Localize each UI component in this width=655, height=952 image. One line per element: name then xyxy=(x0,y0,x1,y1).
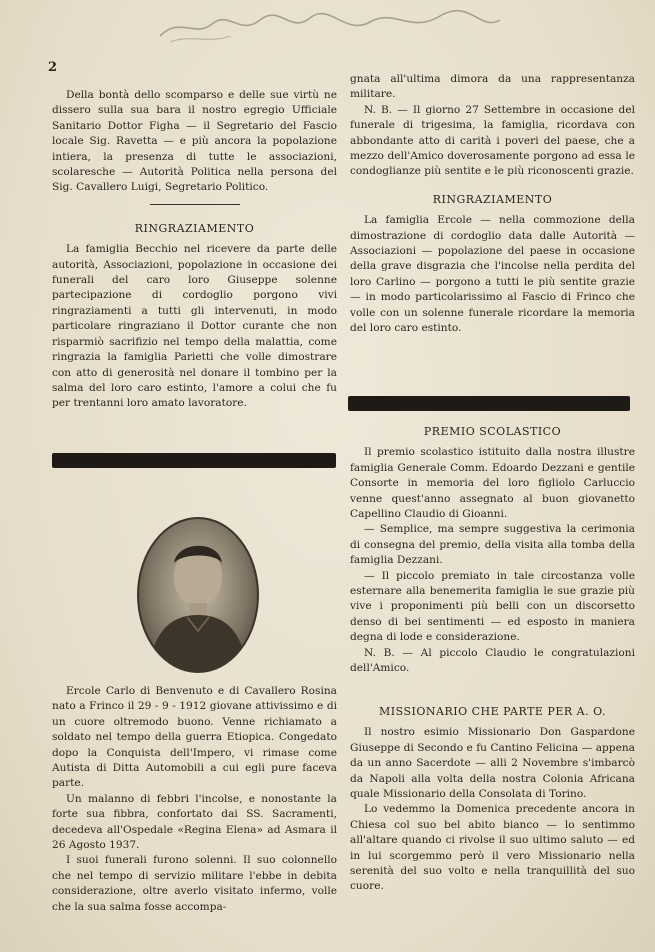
missionario-paragraph: Lo vedemmo la Domenica precedente ancora in Chiesa col suo bel abito bianco — lo sentimmo all'altare quando ci rivolse il suo ultimo saluto — ed in lui scorgemmo però il vero Missionario nella serenità del suo volto e nella tranquillità del suo cuore. xyxy=(350,803,635,893)
ringraziamento-ercole-text: La famiglia Ercole — nella commozione della dimostrazione di cordoglio data dalle Autorità — Associazioni — popolazione del paese in occasione della grave disgrazia che l'incolse nella perdita del loro Carlino — porgono a tutti le più sentite grazie — in modo particolarissimo al Fascio di Frinco che volle con un solenne funerale ricordare la memoria del loro caro estinto. xyxy=(350,214,635,335)
premio-paragraph: Il premio scolastico istituito dalla nostra illustre famiglia Generale Comm. Edoardo Dezzani e gentile Consorte in memoria del loro figliolo Carluccio venne quest'anno assegnato al buon giovanetto Capellino Claudio di Gioanni. xyxy=(350,446,635,521)
black-divider-bar xyxy=(52,453,336,468)
black-divider-bar xyxy=(348,396,630,411)
premio-scolastico-block xyxy=(350,424,635,677)
obituary-continuation: gnata all'ultima dimora da una rappresentanza militare. xyxy=(350,73,635,101)
note-trigesima: N. B. — Il giorno 27 Settembre in occasione del funerale di trigesima, la famiglia, ricordava con abbondante atto di carità i poveri del paese, che a mezzo dell'Amico doverosamente porgono ad essa le condoglianze più sentite e le più riconoscenti grazie. xyxy=(350,103,635,178)
missionario-paragraph: Il nostro esimio Missionario Don Gaspardone Giuseppe di Secondo e fu Cantino Felicina — appena da un anno Sacerdote — alli 2 Novembre s'imbarcò da Napoli alla volta della nostra Colonia Africana quale Missionario della Consolata di Torino. xyxy=(350,726,635,801)
obituary-paragraph: Un malanno di febbri l'incolse, e nonostante la forte sua fibbra, confortato dai SS. Sacramenti, decedeva all'Ospedale «Regina Elena» ad Asmara il 26 Agosto 1937. xyxy=(52,792,337,852)
divider xyxy=(150,204,240,205)
section-heading-missionario: MISSIONARIO CHE PARTE PER A. O. xyxy=(379,705,606,718)
portrait-photo xyxy=(137,517,259,673)
premio-note: N. B. — Al piccolo Claudio le congratulazioni dell'Amico. xyxy=(350,646,635,675)
obituary-block xyxy=(52,684,337,915)
section-heading-premio-scolastico: PREMIO SCOLASTICO xyxy=(423,425,562,438)
premio-paragraph: — Il piccolo premiato in tale circostanza volle esternare alla benemerita famiglia le sue grazie più vive i proponimenti più belli con un discorsetto denso di bei sentimenti — ed esposto in maniera degna di lode e considerazione. xyxy=(350,569,635,644)
opening-paragraph: Della bontà dello scomparso e delle sue virtù ne dissero sulla sua bara il nostro egregio Ufficiale Sanitario Dottor Figha — il Segretario del Fascio locale Sig. Ravetta — e più ancora la popolazione intiera, la presenza di tutte le associazioni, scolaresche — Autorità Politica nella persona del Sig. Cavallero Luigi, Segretario Politico. xyxy=(52,89,337,194)
right-column xyxy=(350,72,635,337)
left-column xyxy=(52,88,337,412)
page-number: 2 xyxy=(48,60,58,75)
obituary-paragraph: I suoi funerali furono solenni. Il suo colonnello che nel tempo di servizio militare l'ebbe in debita considerazione, oltre averlo visitato infermo, volle che la sua salma fosse accompa- xyxy=(52,854,337,913)
missionario-block xyxy=(350,704,635,895)
obituary-paragraph: Ercole Carlo di Benvenuto e di Cavallero Rosina nato a Frinco il 29 - 9 - 1912 giovane attivissimo e di un cuore oltremodo buono. Venne richiamato a soldato nel tempo della guerra Etiopica. Congedato dopo la Conquista dell'Impero, vi rimase come Autista di Ditta Automobili a cui egli pure faceva parte. xyxy=(52,685,337,790)
handwritten-annotation xyxy=(150,6,510,48)
section-heading-ringraziamento-becchio: RINGRAZIAMENTO xyxy=(134,221,255,235)
section-heading-ringraziamento-ercole: RINGRAZIAMENTO xyxy=(432,192,553,206)
premio-paragraph: — Semplice, ma sempre suggestiva la cerimonia di consegna del premio, della visita alla tomba della famiglia Dezzani. xyxy=(350,523,635,567)
ringraziamento-becchio-text: La famiglia Becchio nel ricevere da parte delle autorità, Associazioni, popolazione in occasione dei funerali del caro loro Giuseppe solenne partecipazione di cordoglio porgono vivi ringraziamenti a tutti gli intervenuti, in modo particolare ringraziano il Dottor curante che non risparmiò sacrifizio nel tempo della malattia, come ringrazia la famiglia Parietti che volle dimostrare con atto di generosità nel donare il tombino per la salma del loro caro estinto, l'amore a colui che fu per trentanni loro amato lavoratore. xyxy=(52,243,337,410)
